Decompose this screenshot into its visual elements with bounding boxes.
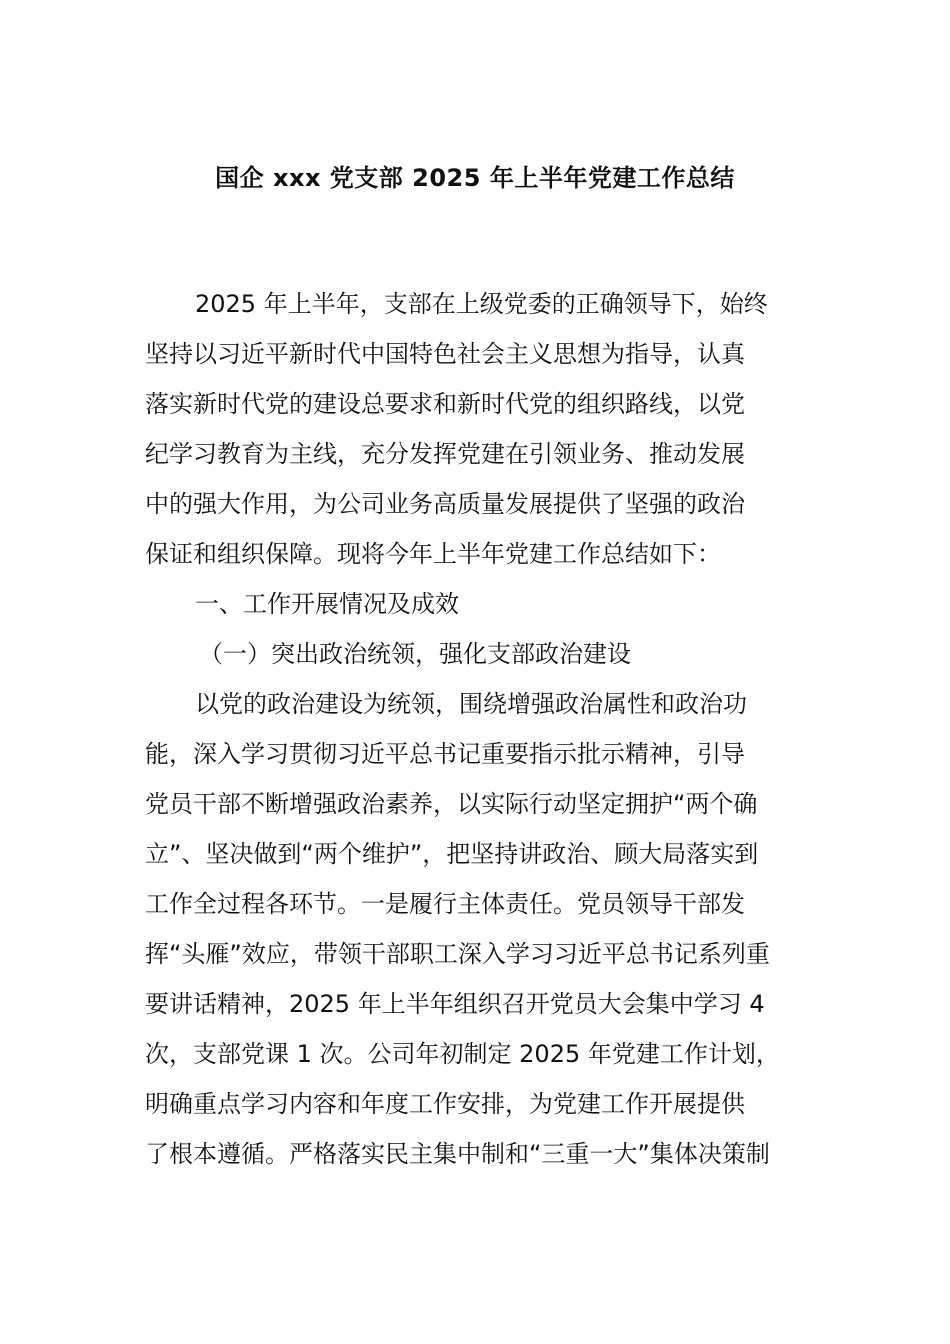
paragraph-line: 纪学习教育为主线，充分发挥党建在引领业务、推动发展 [145,440,745,468]
paragraph-line: 党员干部不断增强政治素养，以实际行动坚定拥护“两个确 [145,790,758,818]
paragraph-line: 立”、坚决做到“两个维护”，把坚持讲政治、顾大局落实到 [145,840,759,868]
paragraph-line: 坚持以习近平新时代中国特色社会主义思想为指导，认真 [145,340,745,368]
paragraph-line: 明确重点学习内容和年度工作安排，为党建工作开展提供 [145,1090,745,1118]
paragraph-line: 了根本遵循。严格落实民主集中制和“三重一大”集体决策制 [145,1140,770,1168]
paragraph-line: 挥“头雁”效应，带领干部职工深入学习习近平总书记系列重 [145,940,770,968]
paragraph-line: 能，深入学习贯彻习近平总书记重要指示批示精神，引导 [145,740,745,768]
paragraph-line: 要讲话精神，2025 年上半年组织召开党员大会集中学习 4 [145,990,765,1018]
paragraph-line: 次，支部党课 1 次。公司年初制定 2025 年党建工作计划， [145,1040,780,1068]
section-heading: 一、工作开展情况及成效 [195,590,459,618]
paragraph-line: 以党的政治建设为统领，围绕增强政治属性和政治功 [195,690,747,718]
document-title: 国企 xxx 党支部 2025 年上半年党建工作总结 [215,164,735,192]
subsection-heading: （一）突出政治统领，强化支部政治建设 [199,640,631,668]
document-body [145,279,805,1179]
paragraph-line: 中的强大作用，为公司业务高质量发展提供了坚强的政治 [145,490,745,518]
paragraph-line: 工作全过程各环节。一是履行主体责任。党员领导干部发 [145,890,745,918]
paragraph-line: 2025 年上半年，支部在上级党委的正确领导下，始终 [195,290,768,318]
paragraph-line: 保证和组织保障。现将今年上半年党建工作总结如下： [145,540,721,568]
paragraph-line: 落实新时代党的建设总要求和新时代党的组织路线，以党 [145,390,745,418]
